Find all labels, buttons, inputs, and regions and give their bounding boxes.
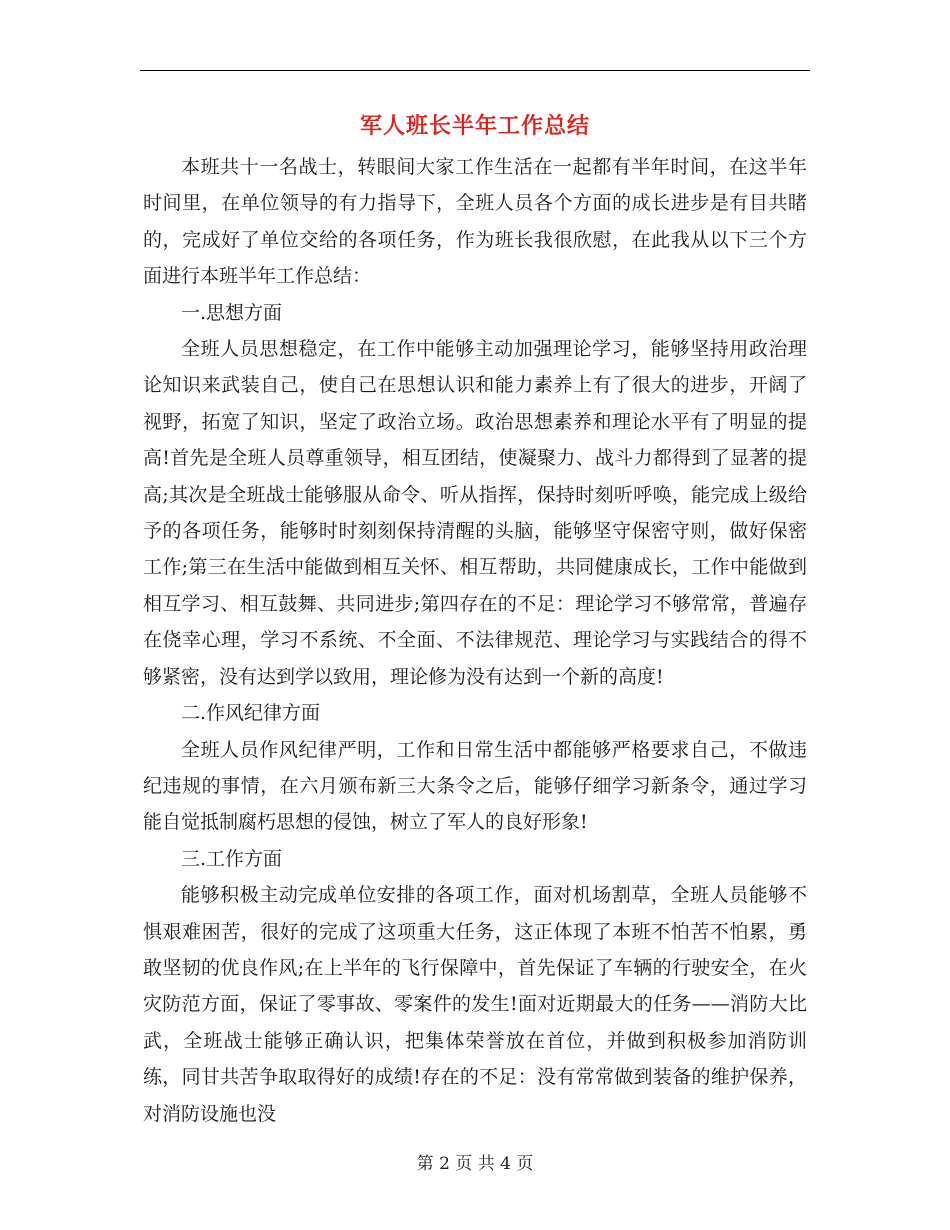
header-rule [140, 70, 810, 71]
page-number-footer: 第 2 页 共 4 页 [416, 1154, 534, 1174]
section-heading-work: 三.工作方面 [181, 847, 283, 870]
section-heading-thought: 一.思想方面 [181, 301, 283, 324]
paragraph-discipline: 全班人员作风纪律严明，工作和日常生活中都能够严格要求自己，不做违纪违规的事情，在六月颁布新三大条令之后，能够仔细学习新条令，通过学习能自觉抵制腐朽思想的侵蚀，树立了军人的良好形象! [143, 738, 807, 834]
section-heading-discipline: 二.作风纪律方面 [181, 702, 321, 725]
document-body [143, 149, 807, 1132]
paragraph-work: 能够积极主动完成单位安排的各项工作，面对机场割草，全班人员能够不惧艰难困苦，很好的完成了这项重大任务，这正体现了本班不怕苦不怕累，勇敢坚韧的优良作风;在上半年的飞行保障中，首先保证了车辆的行驶安全，在火灾防范方面，保证了零事故、零案件的发生!面对近期最大的任务——消防大比武，全班战士能够正确认识，把集体荣誉放在首位，并做到积极参加消防训练，同甘共苦争取取得好的成绩!存在的不足：没有常常做到装备的维护保养，对消防设施也没 [143, 884, 807, 1125]
document-title: 军人班长半年工作总结 [359, 113, 590, 139]
paragraph-thought: 全班人员思想稳定，在工作中能够主动加强理论学习，能够坚持用政治理论知识来武装自己，使自己在思想认识和能力素养上有了很大的进步，开阔了视野，拓宽了知识，坚定了政治立场。政治思想素养和理论水平有了明显的提高!首先是全班人员尊重领导，相互团结，使凝聚力、战斗力都得到了显著的提高;其次是全班战士能够服从命令、听从指挥，保持时刻听呼唤，能完成上级给予的各项任务，能够时时刻刻保持清醒的头脑，能够坚守保密守则，做好保密工作;第三在生活中能做到相互关怀、相互帮助，共同健康成长，工作中能做到相互学习、相互鼓舞、共同进步;第四存在的不足：理论学习不够常常，普遍存在侥幸心理，学习不系统、不全面、不法律规范、理论学习与实践结合的得不够紧密，没有达到学以致用，理论修为没有达到一个新的高度! [143, 338, 807, 688]
paragraph-intro: 本班共十一名战士，转眼间大家工作生活在一起都有半年时间，在这半年时间里，在单位领导的有力指导下，全班人员各个方面的成长进步是有目共睹的，完成好了单位交给的各项任务，作为班长我很欣慰，在此我从以下三个方面进行本班半年工作总结： [143, 156, 807, 288]
